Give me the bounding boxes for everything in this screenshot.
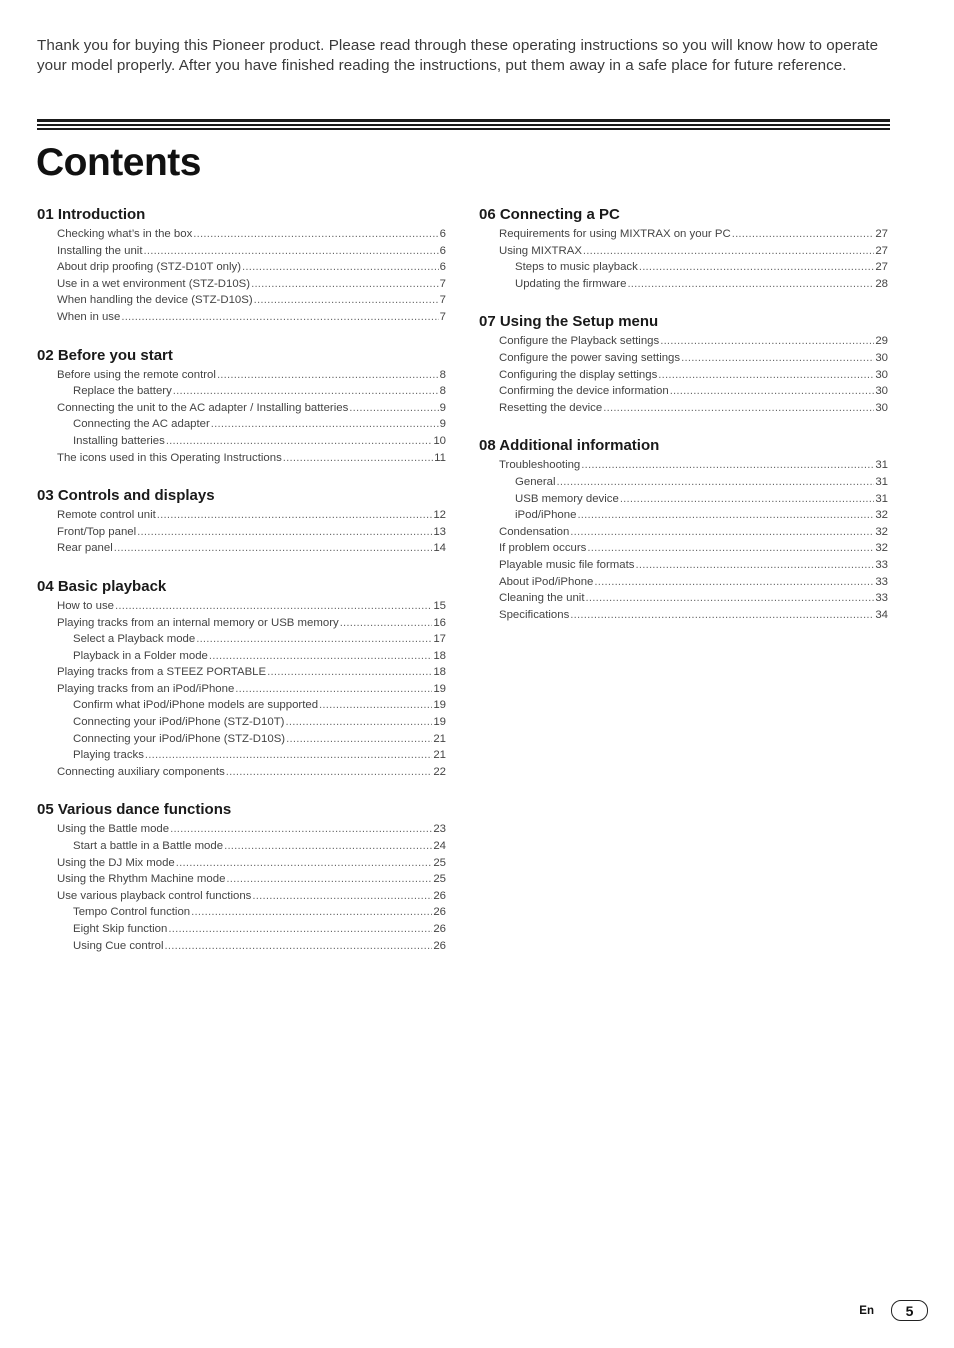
toc-entry[interactable] bbox=[479, 507, 888, 524]
entry-title: How to use bbox=[57, 599, 114, 612]
dot-leader bbox=[570, 524, 874, 541]
entry-page-number: 26 bbox=[433, 906, 446, 919]
entry-title: If problem occurs bbox=[499, 542, 587, 555]
entry-page-number: 19 bbox=[433, 699, 446, 712]
toc-entry[interactable] bbox=[479, 259, 888, 276]
entry-page-number: 33 bbox=[875, 592, 888, 605]
toc-entry[interactable] bbox=[37, 888, 446, 905]
entry-page-number: 14 bbox=[433, 542, 446, 555]
dot-leader bbox=[173, 383, 439, 400]
toc-entry[interactable] bbox=[37, 648, 446, 665]
entry-title: Confirm what iPod/iPhone models are supported bbox=[73, 699, 319, 712]
toc-entry[interactable] bbox=[37, 731, 446, 748]
dot-leader bbox=[165, 938, 433, 955]
entry-page-number: 6 bbox=[439, 228, 446, 240]
entry-title: Connecting auxiliary components bbox=[57, 765, 225, 778]
entry-page-number: 27 bbox=[875, 261, 888, 274]
toc-entry[interactable] bbox=[37, 524, 446, 541]
dot-leader bbox=[570, 607, 874, 624]
toc-entry[interactable] bbox=[479, 574, 888, 591]
toc-entry[interactable] bbox=[37, 309, 446, 326]
toc-section bbox=[479, 436, 888, 623]
dot-leader bbox=[191, 904, 432, 921]
toc-entry[interactable] bbox=[37, 416, 446, 433]
toc-entry[interactable] bbox=[37, 400, 446, 417]
entry-title: Specifications bbox=[499, 608, 570, 621]
entry-title: Cleaning the unit bbox=[499, 592, 585, 605]
entry-page-number: 27 bbox=[875, 244, 888, 257]
entry-page-number: 18 bbox=[433, 649, 446, 662]
section-title[interactable]: 02 Before you start bbox=[37, 346, 173, 364]
entry-title: Configuring the display settings bbox=[499, 368, 658, 381]
entry-title: Front/Top panel bbox=[57, 525, 137, 538]
entry-title: Troubleshooting bbox=[499, 459, 581, 472]
entry-page-number: 22 bbox=[433, 765, 446, 778]
toc-section bbox=[37, 577, 446, 781]
entry-title: Eight Skip function bbox=[73, 923, 168, 935]
dot-leader bbox=[209, 648, 432, 665]
entry-page-number: 26 bbox=[433, 889, 446, 902]
dot-leader bbox=[254, 292, 439, 309]
toc-section bbox=[479, 312, 888, 416]
entry-page-number: 30 bbox=[875, 385, 888, 398]
dot-leader bbox=[217, 367, 439, 384]
entry-title: Confirming the device information bbox=[499, 385, 669, 398]
entry-page-number: 7 bbox=[439, 310, 446, 323]
entry-page-number: 25 bbox=[433, 856, 446, 869]
entry-page-number: 6 bbox=[439, 261, 446, 274]
entry-title: Configure the Playback settings bbox=[499, 335, 660, 348]
toc-entry[interactable] bbox=[37, 433, 446, 450]
entry-page-number: 21 bbox=[433, 749, 446, 762]
toc-entry[interactable] bbox=[37, 747, 446, 764]
entry-title: When in use bbox=[57, 310, 121, 323]
dot-leader bbox=[635, 557, 874, 574]
entry-title: Playable music file formats bbox=[499, 558, 635, 571]
toc-entry[interactable] bbox=[479, 226, 888, 243]
entry-page-number: 15 bbox=[433, 599, 446, 612]
entry-title: Playing tracks from an iPod/iPhone bbox=[57, 682, 235, 695]
toc-section bbox=[37, 486, 446, 557]
toc-entry[interactable] bbox=[479, 524, 888, 541]
toc-entry[interactable] bbox=[37, 450, 446, 467]
toc-entry[interactable] bbox=[37, 507, 446, 524]
entry-title: Updating the firmware bbox=[515, 277, 627, 290]
toc-section bbox=[37, 346, 446, 467]
entry-title: iPod/iPhone bbox=[515, 509, 577, 522]
dot-leader bbox=[286, 731, 432, 748]
toc-entry[interactable] bbox=[37, 276, 446, 293]
toc-entry[interactable] bbox=[479, 243, 888, 260]
entry-title: Using the DJ Mix mode bbox=[57, 856, 175, 869]
dot-leader bbox=[235, 681, 432, 698]
toc-entry[interactable] bbox=[37, 615, 446, 632]
dot-leader bbox=[267, 664, 432, 681]
dot-leader bbox=[226, 871, 432, 888]
entry-page-number: 30 bbox=[875, 401, 888, 414]
entry-page-number: 7 bbox=[439, 277, 446, 290]
entry-page-number: 31 bbox=[875, 459, 888, 472]
dot-leader bbox=[170, 821, 432, 838]
dot-leader bbox=[285, 714, 432, 731]
dot-leader bbox=[114, 540, 433, 557]
entry-page-number: 6 bbox=[439, 244, 446, 257]
entry-page-number: 33 bbox=[875, 575, 888, 588]
dot-leader bbox=[349, 400, 438, 417]
entry-title: Playing tracks from an internal memory or USB memory bbox=[57, 616, 339, 629]
toc-entry[interactable] bbox=[37, 367, 446, 384]
dot-leader bbox=[732, 226, 875, 243]
toc-entry[interactable] bbox=[37, 383, 446, 400]
entry-title: About iPod/iPhone bbox=[499, 575, 594, 588]
intro-paragraph: Thank you for buying this Pioneer product. Please read through these operating instructions so you will know how to operate your model properly. After you have finished reading the instructions, put them away in a safe place for future reference. bbox=[37, 37, 879, 74]
rule-line bbox=[37, 128, 890, 130]
entry-page-number: 9 bbox=[439, 401, 446, 414]
entry-title: About drip proofing (STZ-D10T only) bbox=[57, 261, 242, 274]
toc-entry[interactable] bbox=[479, 590, 888, 607]
entry-page-number: 28 bbox=[875, 277, 888, 290]
toc-entry[interactable] bbox=[479, 333, 888, 350]
entry-page-number: 25 bbox=[433, 873, 446, 886]
dot-leader bbox=[193, 226, 438, 243]
entry-title: Tempo Control function bbox=[73, 906, 191, 919]
toc-entry[interactable] bbox=[37, 598, 446, 615]
entry-page-number: 8 bbox=[439, 385, 446, 398]
toc-section bbox=[479, 205, 888, 292]
toc-entry[interactable] bbox=[37, 938, 446, 955]
entry-title: Use in a wet environment (STZ-D10S) bbox=[57, 277, 251, 290]
section-title[interactable]: 04 Basic playback bbox=[37, 577, 167, 595]
dot-leader bbox=[660, 333, 874, 350]
dot-leader bbox=[658, 367, 874, 384]
entry-page-number: 16 bbox=[433, 616, 446, 629]
entry-title: Resetting the device bbox=[499, 401, 603, 414]
toc-entry[interactable] bbox=[37, 697, 446, 714]
page-footer bbox=[859, 1300, 928, 1321]
toc-entry[interactable] bbox=[37, 921, 446, 938]
dot-leader bbox=[557, 474, 875, 491]
dot-leader bbox=[594, 574, 874, 591]
toc-section bbox=[37, 205, 446, 326]
toc-entry[interactable] bbox=[37, 681, 446, 698]
entry-page-number: 8 bbox=[439, 368, 446, 381]
toc-entry[interactable] bbox=[37, 838, 446, 855]
entry-page-number: 21 bbox=[433, 732, 446, 745]
section-title[interactable]: 05 Various dance functions bbox=[37, 801, 232, 819]
dot-leader bbox=[242, 259, 439, 276]
dot-leader bbox=[196, 631, 432, 648]
entry-page-number: 30 bbox=[875, 351, 888, 364]
entry-page-number: 26 bbox=[433, 923, 446, 935]
toc-entry[interactable] bbox=[37, 821, 446, 838]
section-title[interactable]: 01 Introduction bbox=[37, 206, 146, 223]
entry-title: Steps to music playback bbox=[515, 261, 638, 274]
toc-entry[interactable] bbox=[479, 474, 888, 491]
entry-title: Connecting your iPod/iPhone (STZ-D10S) bbox=[73, 732, 286, 745]
toc-entry[interactable] bbox=[479, 557, 888, 574]
entry-page-number: 33 bbox=[875, 558, 888, 571]
dot-leader bbox=[115, 598, 432, 615]
entry-page-number: 34 bbox=[875, 608, 888, 621]
entry-title: Playing tracks bbox=[73, 749, 144, 762]
toc-entry[interactable] bbox=[37, 871, 446, 888]
section-title[interactable]: 07 Using the Setup menu bbox=[479, 313, 659, 331]
dot-leader bbox=[586, 590, 875, 607]
entry-title: Before using the remote control bbox=[57, 368, 216, 381]
entry-title: Installing batteries bbox=[73, 434, 165, 447]
entry-title: Playback in a Folder mode bbox=[73, 649, 208, 662]
entry-page-number: 9 bbox=[439, 418, 446, 431]
toc-entry[interactable] bbox=[37, 714, 446, 731]
section-title[interactable]: 08 Additional information bbox=[479, 437, 660, 455]
entry-title: Condensation bbox=[499, 525, 570, 538]
dot-leader bbox=[577, 507, 874, 524]
dot-leader bbox=[319, 697, 432, 714]
dot-leader bbox=[251, 276, 439, 293]
toc-entry[interactable] bbox=[37, 904, 446, 921]
dot-leader bbox=[340, 615, 433, 632]
entry-page-number: 27 bbox=[875, 228, 888, 240]
dot-leader bbox=[681, 350, 874, 367]
entry-title: Configure the power saving settings bbox=[499, 351, 681, 364]
dot-leader bbox=[283, 450, 433, 467]
toc-entry[interactable] bbox=[479, 367, 888, 384]
toc-section bbox=[37, 800, 446, 954]
toc-entry[interactable] bbox=[37, 226, 446, 243]
entry-page-number: 30 bbox=[875, 368, 888, 381]
entry-title: Using the Battle mode bbox=[57, 823, 170, 836]
entry-title: Using Cue control bbox=[73, 939, 164, 952]
toc-entry[interactable] bbox=[37, 664, 446, 681]
dot-leader bbox=[670, 383, 875, 400]
dot-leader bbox=[620, 491, 875, 508]
entry-page-number: 7 bbox=[439, 294, 446, 307]
entry-page-number: 11 bbox=[434, 451, 446, 464]
entry-title: Installing the unit bbox=[57, 244, 143, 257]
title-rules bbox=[37, 119, 890, 130]
entry-title: Checking what’s in the box bbox=[57, 228, 193, 240]
toc-entry[interactable] bbox=[479, 383, 888, 400]
language-label: En bbox=[859, 1304, 874, 1317]
entry-title: Using MIXTRAX bbox=[499, 244, 582, 257]
dot-leader bbox=[581, 457, 874, 474]
section-title[interactable]: 06 Connecting a PC bbox=[479, 206, 620, 223]
entry-page-number: 13 bbox=[433, 525, 446, 538]
entry-page-number: 19 bbox=[433, 682, 446, 695]
dot-leader bbox=[145, 747, 432, 764]
toc-entry[interactable] bbox=[479, 491, 888, 508]
toc-entry[interactable] bbox=[479, 276, 888, 293]
dot-leader bbox=[211, 416, 439, 433]
entry-title: Replace the battery bbox=[73, 385, 172, 398]
toc-entry[interactable] bbox=[479, 350, 888, 367]
dot-leader bbox=[603, 400, 874, 417]
entry-page-number: 23 bbox=[433, 823, 446, 836]
entry-title: The icons used in this Operating Instructions bbox=[57, 451, 282, 464]
dot-leader bbox=[166, 433, 433, 450]
dot-leader bbox=[168, 921, 432, 938]
dot-leader bbox=[224, 838, 432, 855]
toc-entry[interactable] bbox=[37, 540, 446, 557]
entry-page-number: 12 bbox=[433, 509, 446, 522]
toc-right-column bbox=[479, 205, 888, 643]
toc-entry[interactable] bbox=[479, 607, 888, 624]
dot-leader bbox=[137, 524, 432, 541]
entry-page-number: 19 bbox=[433, 716, 446, 729]
toc-entry[interactable] bbox=[37, 855, 446, 872]
dot-leader bbox=[226, 764, 433, 781]
entry-page-number: 26 bbox=[433, 939, 446, 952]
entry-page-number: 17 bbox=[433, 633, 446, 646]
dot-leader bbox=[121, 309, 438, 326]
page-title: Contents bbox=[36, 141, 201, 184]
toc-entry[interactable] bbox=[37, 292, 446, 309]
toc-entry[interactable] bbox=[37, 243, 446, 260]
dot-leader bbox=[583, 243, 874, 260]
entry-page-number: 31 bbox=[875, 492, 888, 505]
page-number-badge: 5 bbox=[891, 1300, 928, 1321]
entry-title: Requirements for using MIXTRAX on your PC bbox=[499, 228, 731, 240]
entry-title: Rear panel bbox=[57, 542, 113, 555]
dot-leader bbox=[639, 259, 875, 276]
dot-leader bbox=[176, 855, 433, 872]
entry-title: Start a battle in a Battle mode bbox=[73, 840, 224, 853]
entry-title: Connecting your iPod/iPhone (STZ-D10T) bbox=[73, 716, 285, 729]
toc-entry[interactable] bbox=[479, 457, 888, 474]
dot-leader bbox=[587, 540, 874, 557]
toc-entry[interactable] bbox=[479, 400, 888, 417]
entry-title: USB memory device bbox=[515, 492, 619, 505]
entry-page-number: 29 bbox=[875, 335, 888, 348]
entry-page-number: 32 bbox=[875, 525, 888, 538]
toc-entry[interactable] bbox=[37, 259, 446, 276]
entry-page-number: 32 bbox=[875, 509, 888, 522]
rule-line bbox=[37, 124, 890, 126]
toc-entry[interactable] bbox=[37, 631, 446, 648]
entry-page-number: 18 bbox=[433, 666, 446, 679]
entry-title: Connecting the AC adapter bbox=[73, 418, 210, 431]
entry-title: Using the Rhythm Machine mode bbox=[57, 873, 226, 886]
entry-title: Playing tracks from a STEEZ PORTABLE bbox=[57, 666, 267, 679]
dot-leader bbox=[627, 276, 874, 293]
entry-title: When handling the device (STZ-D10S) bbox=[57, 294, 253, 307]
dot-leader bbox=[252, 888, 432, 905]
toc-entry[interactable] bbox=[479, 540, 888, 557]
toc-entry[interactable] bbox=[37, 764, 446, 781]
entry-title: Remote control unit bbox=[57, 509, 156, 522]
entry-page-number: 24 bbox=[433, 840, 446, 853]
dot-leader bbox=[144, 243, 439, 260]
toc-left-column bbox=[37, 205, 446, 974]
entry-title: Connecting the unit to the AC adapter / Installing batteries bbox=[57, 401, 349, 414]
entry-title: Select a Playback mode bbox=[73, 633, 196, 646]
entry-title: General bbox=[515, 475, 556, 488]
entry-title: Use various playback control functions bbox=[57, 889, 252, 902]
dot-leader bbox=[157, 507, 433, 524]
entry-page-number: 10 bbox=[433, 434, 446, 447]
section-title[interactable]: 03 Controls and displays bbox=[37, 487, 215, 505]
entry-page-number: 32 bbox=[875, 542, 888, 555]
entry-page-number: 31 bbox=[875, 475, 888, 488]
